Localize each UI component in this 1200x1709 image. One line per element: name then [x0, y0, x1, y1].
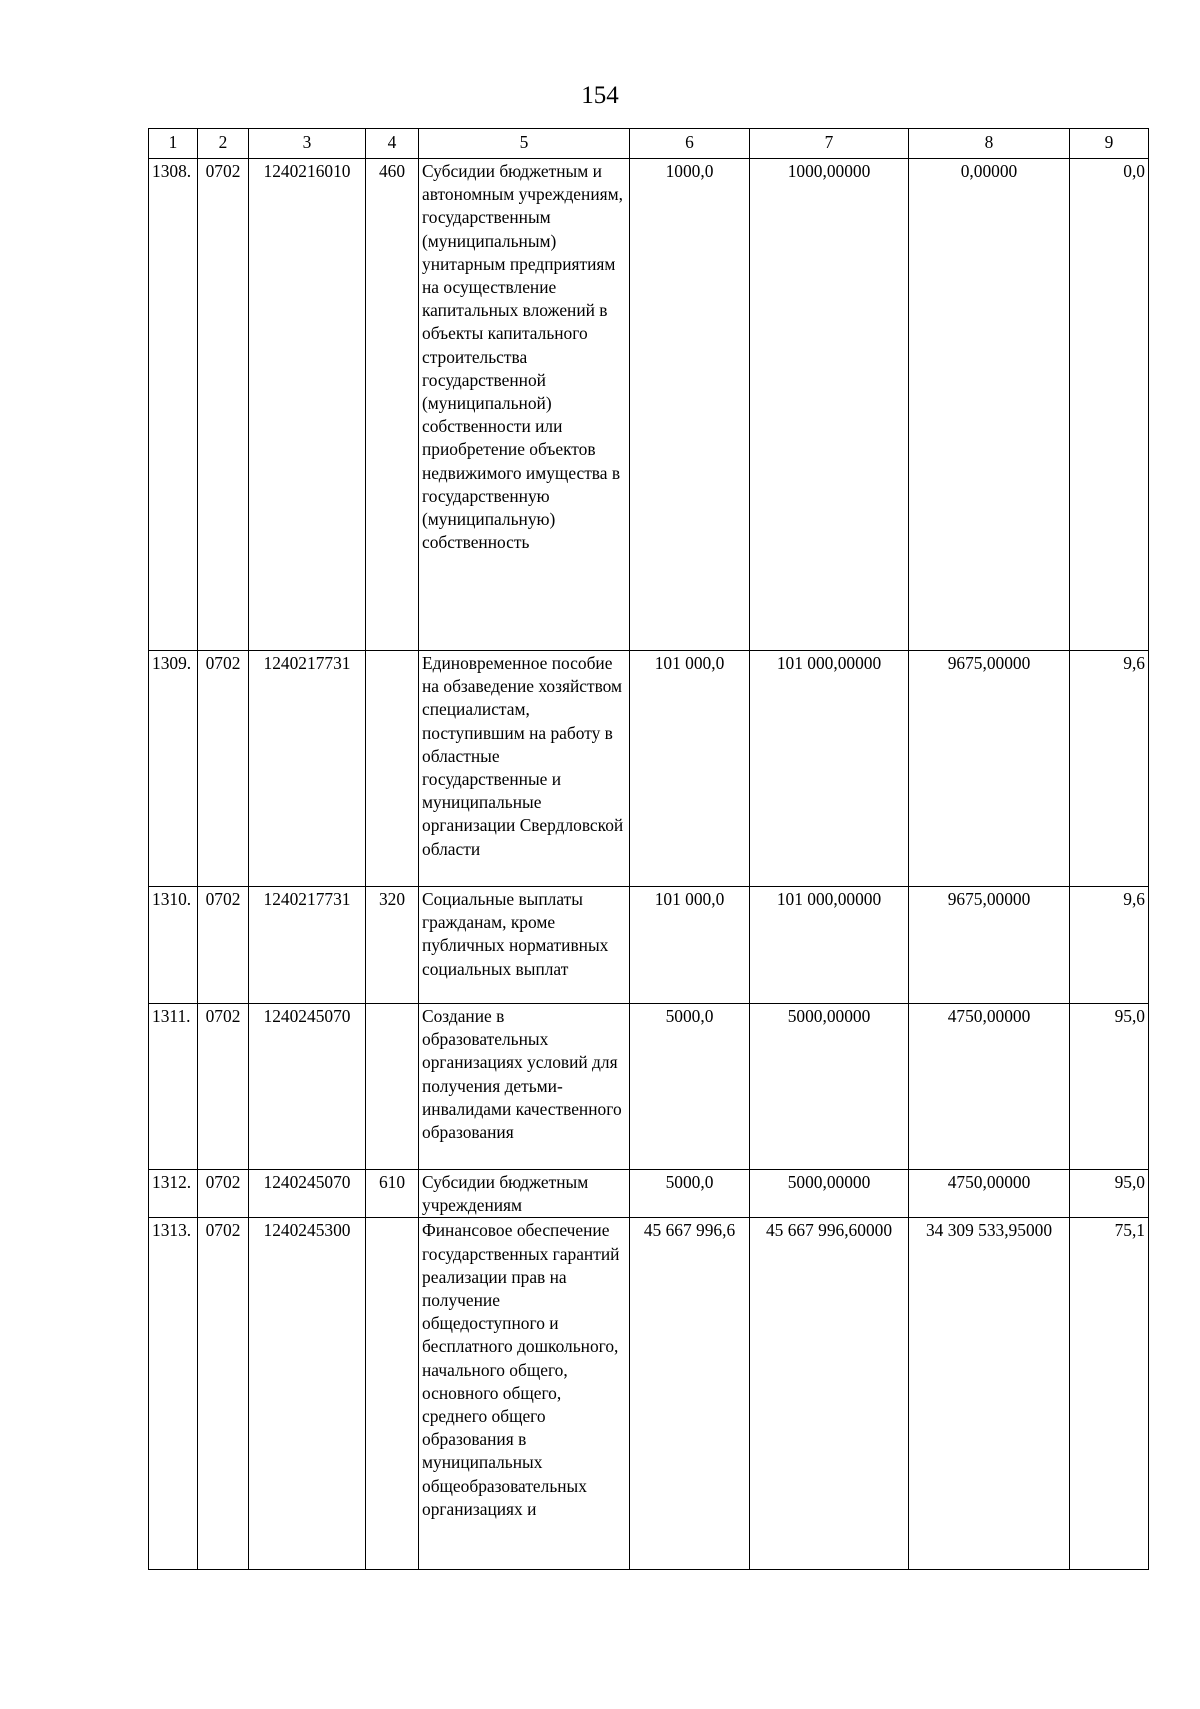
item-name: Субсидии бюджетным учреждениям — [419, 1170, 630, 1218]
expense-type-code: 460 — [366, 159, 419, 651]
section-code: 0702 — [198, 159, 249, 651]
row-number: 1308. — [149, 159, 198, 651]
table-row — [149, 1218, 1149, 1570]
planned-amount: 101 000,0 — [630, 651, 750, 887]
header-cell: 4 — [366, 129, 419, 159]
row-number: 1310. — [149, 887, 198, 1004]
header-cell: 2 — [198, 129, 249, 159]
target-code: 1240216010 — [249, 159, 366, 651]
planned-amount: 45 667 996,6 — [630, 1218, 750, 1570]
expense-type-code: 320 — [366, 887, 419, 1004]
approved-amount: 101 000,00000 — [750, 651, 909, 887]
row-number: 1309. — [149, 651, 198, 887]
section-code: 0702 — [198, 1218, 249, 1570]
section-code: 0702 — [198, 887, 249, 1004]
item-name: Субсидии бюджетным и автономным учреждениям, государственным (муниципальным) унитарным предприятиям на осуществление капитальных вложений в объекты капитального строительства государственной (муниципальной) собственности или приобретение объектов недвижимого имущества в государственную (муниципальную) собственность — [419, 159, 630, 651]
approved-amount: 45 667 996,60000 — [750, 1218, 909, 1570]
expense-type-code: 610 — [366, 1170, 419, 1218]
item-name: Создание в образовательных организациях условий для получения детьми-инвалидами качественного образования — [419, 1004, 630, 1170]
target-code: 1240245070 — [249, 1170, 366, 1218]
table-row — [149, 1004, 1149, 1170]
execution-percent: 9,6 — [1070, 651, 1149, 887]
approved-amount: 5000,00000 — [750, 1004, 909, 1170]
header-row — [149, 129, 1149, 159]
planned-amount: 5000,0 — [630, 1170, 750, 1218]
executed-amount: 9675,00000 — [909, 887, 1070, 1004]
approved-amount: 5000,00000 — [750, 1170, 909, 1218]
row-number: 1311. — [149, 1004, 198, 1170]
expense-type-code — [366, 1218, 419, 1570]
expense-type-code — [366, 1004, 419, 1170]
table-row — [149, 1170, 1149, 1218]
executed-amount: 4750,00000 — [909, 1004, 1070, 1170]
execution-percent: 9,6 — [1070, 887, 1149, 1004]
approved-amount: 1000,00000 — [750, 159, 909, 651]
item-name: Единовременное пособие на обзаведение хозяйством специалистам, поступившим на работу в областные государственные и муниципальные организации Свердловской области — [419, 651, 630, 887]
planned-amount: 101 000,0 — [630, 887, 750, 1004]
header-cell: 1 — [149, 129, 198, 159]
header-cell: 5 — [419, 129, 630, 159]
expense-type-code — [366, 651, 419, 887]
target-code: 1240217731 — [249, 887, 366, 1004]
section-code: 0702 — [198, 1004, 249, 1170]
row-number: 1313. — [149, 1218, 198, 1570]
table-row — [149, 887, 1149, 1004]
planned-amount: 1000,0 — [630, 159, 750, 651]
header-cell: 7 — [750, 129, 909, 159]
executed-amount: 9675,00000 — [909, 651, 1070, 887]
section-code: 0702 — [198, 1170, 249, 1218]
header-cell: 9 — [1070, 129, 1149, 159]
target-code: 1240245300 — [249, 1218, 366, 1570]
target-code: 1240245070 — [249, 1004, 366, 1170]
executed-amount: 4750,00000 — [909, 1170, 1070, 1218]
target-code: 1240217731 — [249, 651, 366, 887]
executed-amount: 0,00000 — [909, 159, 1070, 651]
approved-amount: 101 000,00000 — [750, 887, 909, 1004]
executed-amount: 34 309 533,95000 — [909, 1218, 1070, 1570]
table-row — [149, 651, 1149, 887]
planned-amount: 5000,0 — [630, 1004, 750, 1170]
item-name: Финансовое обеспечение государственных гарантий реализации прав на получение общедоступного и бесплатного дошкольного, начального общего, основного общего, среднего общего образования в муниципальных общеобразовательных организациях и — [419, 1218, 630, 1570]
section-code: 0702 — [198, 651, 249, 887]
table-row — [149, 159, 1149, 651]
budget-table — [148, 128, 1149, 1570]
execution-percent: 75,1 — [1070, 1218, 1149, 1570]
header-cell: 3 — [249, 129, 366, 159]
execution-percent: 95,0 — [1070, 1170, 1149, 1218]
header-cell: 8 — [909, 129, 1070, 159]
row-number: 1312. — [149, 1170, 198, 1218]
execution-percent: 95,0 — [1070, 1004, 1149, 1170]
header-cell: 6 — [630, 129, 750, 159]
item-name: Социальные выплаты гражданам, кроме публичных нормативных социальных выплат — [419, 887, 630, 1004]
execution-percent: 0,0 — [1070, 159, 1149, 651]
page-number: 154 — [581, 82, 619, 109]
